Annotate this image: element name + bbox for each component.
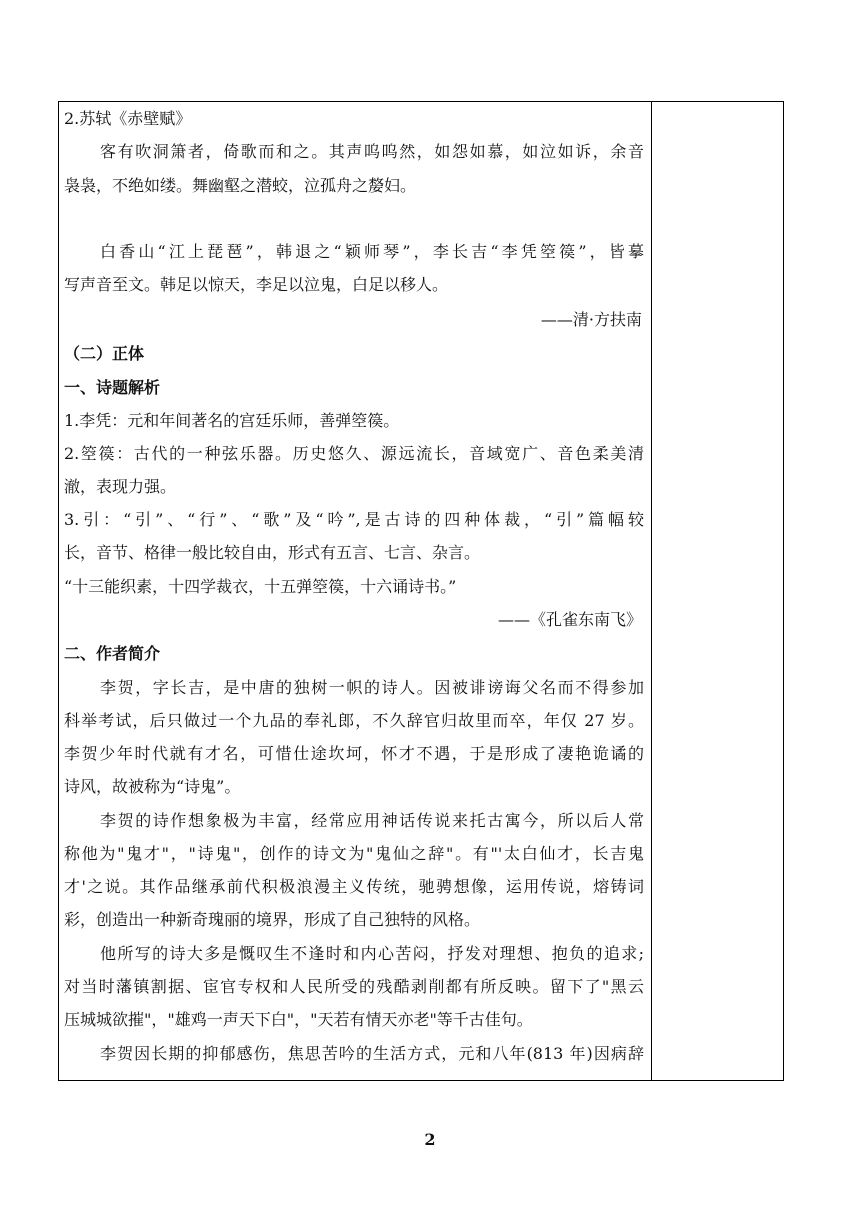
comment-line: 白香山“江上琵琶”，韩退之“颖师琴”，李长吉“李凭箜篌”，皆摹	[100, 242, 644, 261]
comment-line: 写声音至文。韩足以惊天，李足以泣鬼，白足以移人。	[64, 275, 449, 294]
section-heading: （二）正体	[64, 344, 145, 363]
page-number: 2	[424, 1130, 436, 1149]
quote-line: 客有吹洞箫者，倚歌而和之。其声呜呜然，如怨如慕，如泣如诉，余音	[100, 142, 644, 161]
definition-line: 3.引：“引”、“行”、“歌”及“吟”,是古诗的四种体裁，“引”篇幅较	[64, 510, 644, 529]
body-line: 李贺少年时代就有才名，可惜仕途坎坷，怀才不遇，于是形成了凄艳诡谲的	[64, 744, 644, 763]
body-line: 李贺的诗作想象极为丰富，经常应用神话传说来托古寓今，所以后人常	[100, 811, 644, 830]
table-column-divider	[651, 101, 652, 1081]
body-line: 他所写的诗大多是慨叹生不逢时和内心苦闷，抒发对理想、抱负的追求;	[100, 944, 644, 963]
attribution: ——清·方扶南	[540, 310, 642, 329]
definition-line: 1.李凭：元和年间著名的宫廷乐师，善弹箜篌。	[64, 411, 400, 430]
body-line: 彩，创造出一种新奇瑰丽的境界，形成了自己独特的风格。	[64, 910, 481, 929]
body-line: 才'之说。其作品继承前代积极浪漫主义传统，驰骋想像，运用传说，熔铸词	[64, 877, 644, 896]
body-line: 称他为"鬼才"，"诗鬼"，创作的诗文为"鬼仙之辞"。有"'太白仙才，长吉鬼	[64, 844, 644, 863]
body-line: 科举考试，后只做过一个九品的奉礼郎，不久辞官归故里而卒，年仅 27 岁。	[64, 711, 644, 730]
definition-line: 2.箜篌：古代的一种弦乐器。历史悠久、源远流长，音域宽广、音色柔美清	[64, 444, 644, 463]
body-line: 诗风，故被称为“诗鬼”。	[64, 777, 241, 796]
attribution: ——《孔雀东南飞》	[497, 610, 642, 629]
body-line: 对当时藩镇割据、宦官专权和人民所受的残酷剥削都有所反映。留下了"黑云	[64, 977, 644, 996]
section-heading: 一、诗题解析	[64, 378, 161, 397]
quote-line: 袅袅，不绝如缕。舞幽壑之潜蛟，泣孤舟之嫠妇。	[64, 176, 417, 195]
source-heading: 2.苏轼《赤壁赋》	[64, 109, 192, 128]
definition-line: 澈，表现力强。	[64, 477, 177, 496]
body-line: 李贺因长期的抑郁感伤，焦思苦吟的生活方式，元和八年(813 年)因病辞	[100, 1044, 644, 1063]
body-line: 李贺，字长吉，是中唐的独树一帜的诗人。因被诽谤诲父名而不得参加	[100, 678, 644, 697]
quote-line: “十三能织素，十四学裁衣，十五弹箜篌，十六诵诗书。”	[64, 577, 457, 596]
definition-line: 长，音节、格律一般比较自由，形式有五言、七言、杂言。	[64, 543, 481, 562]
section-heading: 二、作者简介	[64, 644, 161, 663]
body-line: 压城城欲摧"，"雄鸡一声天下白"，"天若有情天亦老"等千古佳句。	[64, 1010, 533, 1029]
